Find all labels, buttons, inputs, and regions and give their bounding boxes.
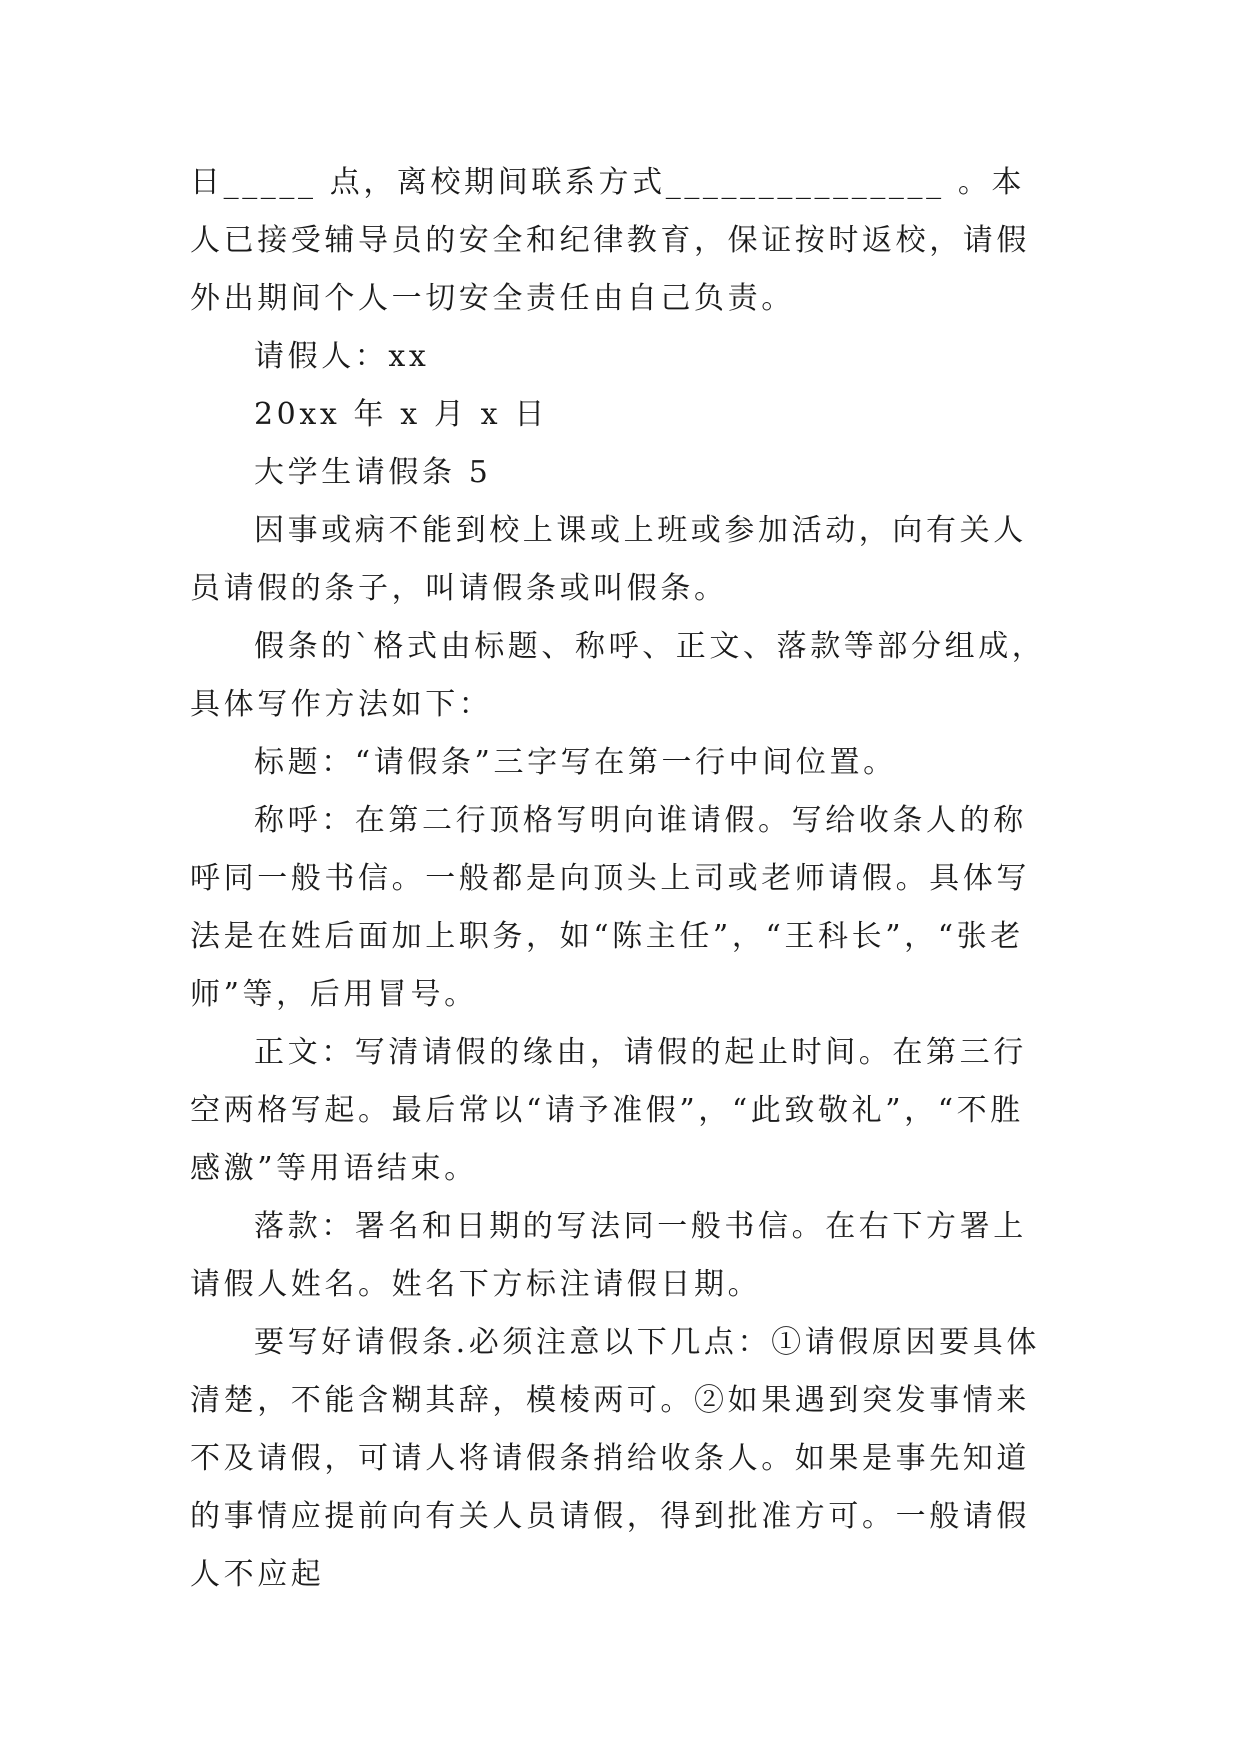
paragraph-definition: 因事或病不能到校上课或上班或参加活动，向有关人员请假的条子，叫请假条或叫假条。 bbox=[190, 513, 1027, 606]
paragraph-salutation-rule: 称呼：在第二行顶格写明向谁请假。写给收条人的称呼同一般书信。一般都是向顶头上司或老师请假。具体写法是在姓后面加上职务，如“陈主任”，“王科长”，“张老师”等，后用冒号。 bbox=[190, 803, 1030, 1012]
document-page bbox=[190, 154, 1052, 1604]
section-heading: 大学生请假条 5 bbox=[254, 455, 492, 490]
paragraph-signature-rule: 落款：署名和日期的写法同一般书信。在右下方署上请假人姓名。姓名下方标注请假日期。 bbox=[190, 1209, 1027, 1302]
paragraph-contact-info: 日_____ 点，离校期间联系方式_______________ 。本人已接受辅导员的安全和纪律教育，保证按时返校，请假外出期间个人一切安全责任由自己负责。 bbox=[190, 165, 1030, 316]
paragraph-date: 20xx 年 x 月 x 日 bbox=[254, 397, 548, 432]
paragraph-applicant: 请假人：xx bbox=[254, 339, 430, 374]
paragraph-title-rule: 标题：“请假条”三字写在第一行中间位置。 bbox=[254, 745, 897, 780]
paragraph-notes: 要写好请假条.必须注意以下几点：①请假原因要具体清楚，不能含糊其辞，模棱两可。②如果遇到突发事情来不及请假，可请人将请假条捎给收条人。如果是事先知道的事情应提前向有关人员请假，得到批准方可。一般请假人不应起 bbox=[190, 1325, 1040, 1592]
paragraph-body-rule: 正文：写清请假的缘由，请假的起止时间。在第三行空两格写起。最后常以“请予准假”，“此致敬礼”，“不胜感激”等用语结束。 bbox=[190, 1035, 1027, 1186]
paragraph-format-intro: 假条的`格式由标题、称呼、正文、落款等部分组成，具体写作方法如下： bbox=[190, 629, 1046, 722]
